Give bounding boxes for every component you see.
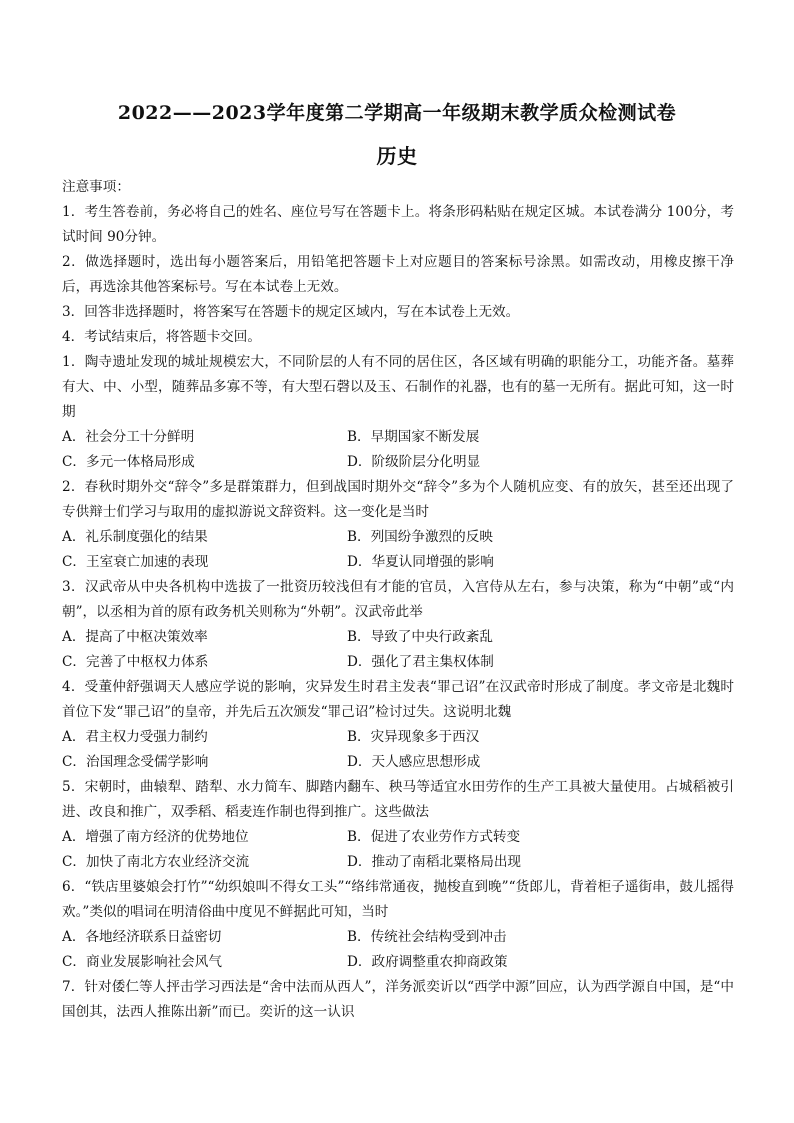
option-a: A．提高了中枢决策效率 bbox=[62, 629, 208, 645]
note-item: 2．做选择题时，选出每小题答案后，用铅笔把答题卡上对应题目的答案标号涂黑。如需改动，用橡皮擦干净后，再选涂其他答案标号。写在本试卷上无效。 bbox=[62, 254, 734, 295]
question-stem: 1．陶寺遗址发现的城址规模宏大，不同阶层的人有不同的居住区，各区域有明确的职能分工，功能齐备。墓葬有大、中、小型，随葬品多寡不等，有大型石磬以及玉、石制作的礼器，也有的墓一无所有。据此可知，这一时期 bbox=[62, 354, 734, 420]
option-d: D．政府调整重农抑商政策 bbox=[347, 954, 508, 970]
option-d: D．阶级阶层分化明显 bbox=[347, 454, 481, 470]
option-c: C．加快了南北方农业经济交流 bbox=[62, 854, 250, 870]
note-item: 1．考生答卷前，务必将自己的姓名、座位号写在答题卡上。将条形码粘贴在规定区城。本试卷满分 100分，考试时间 90分钟。 bbox=[62, 204, 734, 245]
question-options bbox=[62, 925, 734, 975]
option-d: D．华夏认同增强的影响 bbox=[347, 554, 494, 570]
question-stem: 5．宋朝时，曲辕犁、踏犁、水力简车、脚踏内翻车、秧马等适宜水田劳作的生产工具被大量使用。占城稻被引进、改良和推广，双季稻、稻麦连作制也得到推广。这些做法 bbox=[62, 779, 734, 820]
question-options bbox=[62, 825, 734, 875]
option-b: B．导致了中央行政紊乱 bbox=[347, 629, 493, 645]
note-item: 4．考试结束后，将答题卡交回。 bbox=[62, 329, 261, 345]
option-b: B．灾异现象多于西汉 bbox=[347, 729, 480, 745]
question-3 bbox=[62, 575, 734, 675]
question-options bbox=[62, 625, 734, 675]
option-a: A．社会分工十分鲜明 bbox=[62, 429, 195, 445]
exam-content bbox=[62, 175, 734, 1025]
question-7 bbox=[62, 975, 734, 1025]
option-c: C．完善了中枢权力体系 bbox=[62, 654, 209, 670]
question-stem: 4．受董仲舒强调天人感应学说的影响，灾异发生时君主发表“罪己诏”在汉武帝时形成了制度。孝文帝是北魏时首位下发“罪己诏”的皇帝，并先后五次颁发“罪己诏”检讨过失。这说明北魏 bbox=[62, 679, 734, 720]
option-b: B．早期国家不断发展 bbox=[347, 429, 480, 445]
option-a: A．礼乐制度强化的结果 bbox=[62, 529, 208, 545]
option-d: D．天人感应思想形成 bbox=[347, 754, 481, 770]
question-options bbox=[62, 725, 734, 775]
option-c: C．治国理念受儒学影响 bbox=[62, 754, 209, 770]
option-c: C．商业发展影响社会风气 bbox=[62, 954, 222, 970]
option-d: D．推动了南稻北粟格局出现 bbox=[347, 854, 522, 870]
question-6 bbox=[62, 875, 734, 975]
question-1 bbox=[62, 350, 734, 475]
question-2 bbox=[62, 475, 734, 575]
option-b: B．促进了农业劳作方式转变 bbox=[347, 829, 521, 845]
option-b: B．传统社会结构受到冲击 bbox=[347, 929, 507, 945]
option-c: C．多元一体格局形成 bbox=[62, 454, 195, 470]
option-c: C．王室衰亡加速的表现 bbox=[62, 554, 209, 570]
question-stem: 3．汉武帝从中央各机构中选拔了一批资历较浅但有才能的官员，入宫侍从左右，参与决策，称为“中朝”或“内朝”，以丞相为首的原有政务机关则称为“外朝”。汉武帝此举 bbox=[62, 579, 734, 620]
note-item: 3．回答非选择题时，将答案写在答题卡的规定区域内，写在本试卷上无效。 bbox=[62, 304, 520, 320]
subject-title: 历史 bbox=[376, 144, 418, 168]
question-5 bbox=[62, 775, 734, 875]
question-options bbox=[62, 525, 734, 575]
question-stem: 6．“铁店里婆娘会打竹”“幼织娘叫不得女工头”“络纬常通夜，抛梭直到晚”“货郎儿，背着柜子遥街串，鼓儿摇得欢。”类似的唱词在明清俗曲中度见不鲜据此可知，当时 bbox=[62, 879, 734, 920]
option-b: B．列国纷争激烈的反映 bbox=[347, 529, 493, 545]
question-stem: 7．针对倭仁等人抨击学习西法是“舍中法而从西人”，洋务派奕䜣以“西学中源”回应，认为西学源自中国，是“中国创其，法西人推陈出新”而已。奕䜣的这一认识 bbox=[62, 979, 734, 1020]
exam-title: 2022——2023学年度第二学期高一年级期末教学质众检测试卷 bbox=[117, 102, 677, 124]
option-a: A．君主权力受强力制约 bbox=[62, 729, 208, 745]
question-options bbox=[62, 425, 734, 475]
option-a: A．各地经济联系日益密切 bbox=[62, 929, 222, 945]
question-stem: 2．春秋时期外交“辞令”多是群策群力，但到战国时期外交“辞令”多为个人随机应变、有的放矢，甚至还出现了专供辩士们学习与取用的虚拟游说文辞资料。这一变化是当时 bbox=[62, 479, 734, 520]
question-4 bbox=[62, 675, 734, 775]
notes-heading: 注意事项： bbox=[62, 179, 130, 195]
option-a: A．增强了南方经济的优势地位 bbox=[62, 829, 249, 845]
option-d: D．强化了君主集权体制 bbox=[347, 654, 494, 670]
